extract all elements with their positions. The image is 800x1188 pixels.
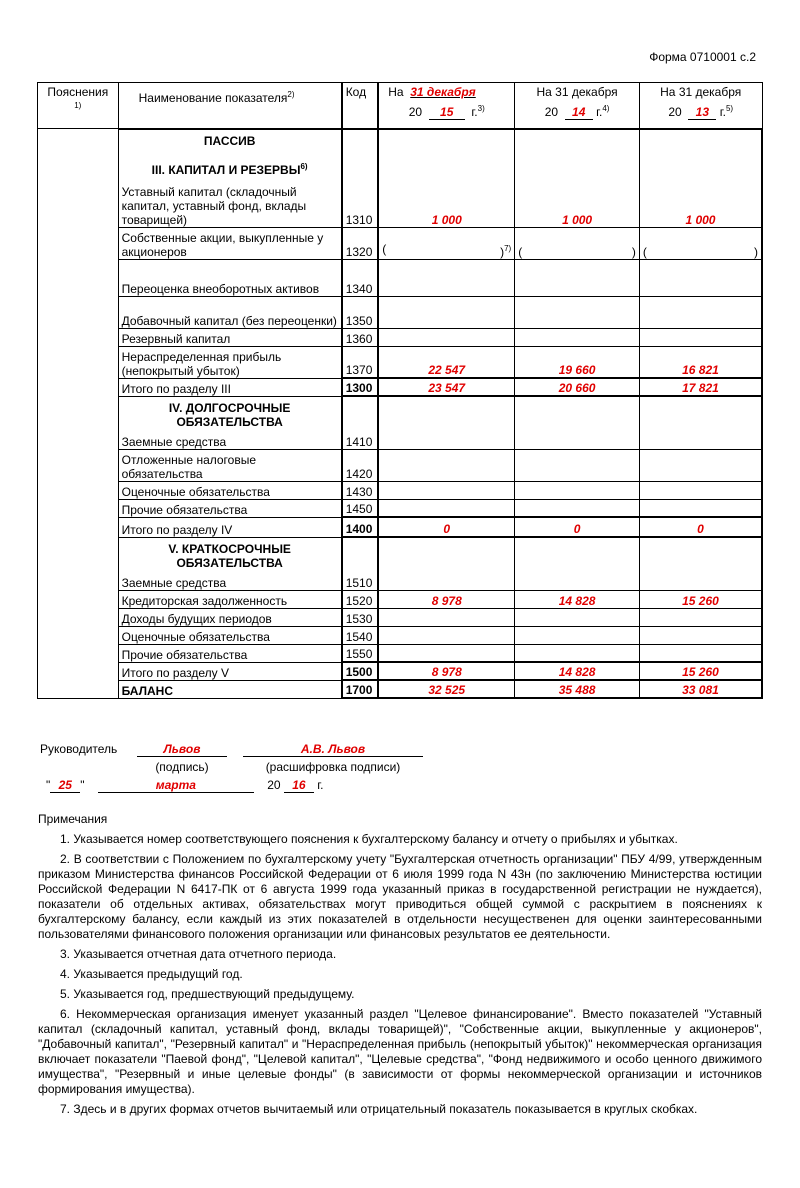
- note-7: 7. Здесь и в других формах отчетов вычитаемый или отрицательный показатель показывается в круглых скобках.: [60, 1102, 698, 1116]
- value-prev2: 0: [639, 517, 762, 537]
- row-code: 1370: [342, 346, 379, 378]
- row-name: Итого по разделу V: [118, 662, 342, 680]
- value-current: 1 000: [378, 129, 515, 228]
- row-code: 1520: [342, 590, 379, 608]
- value-current: [378, 328, 515, 346]
- value-previous: [515, 481, 640, 499]
- row-name: Кредиторская задолженность: [118, 590, 342, 608]
- row-name: Прочие обязательства: [118, 644, 342, 662]
- table-row: [38, 346, 763, 378]
- notes-column: [38, 129, 119, 699]
- value-previous: 35 488: [515, 680, 640, 698]
- header-previous-period: На 31 декабря 20 14 г.$^{4)}$: [515, 83, 640, 129]
- header-current-period: На 31 декабря 20 15 г.$^{3)}$: [378, 83, 515, 129]
- row-name: Нераспределенная прибыль (непокрытый убыток): [118, 346, 342, 378]
- section-passiv-heading: ПАССИВ: [203, 133, 256, 148]
- value-prev2: [639, 259, 762, 296]
- value-prev2: [639, 626, 762, 644]
- row-name: Переоценка внеоборотных активов: [118, 259, 342, 296]
- value-prev2: 15 260: [639, 662, 762, 680]
- notes-title: Примечания: [38, 812, 108, 826]
- date-line: " 25 " марта 20 16 г.: [46, 778, 324, 792]
- header-notes: Пояснения $^{1)}$: [38, 83, 119, 129]
- value-current: [378, 396, 515, 449]
- value-previous: [515, 396, 640, 449]
- value-previous: [515, 259, 640, 296]
- note-2: 2. В соответствии с Положением по бухгалтерскому учету "Бухгалтерская отчетность организации" ПБУ 4/99, утвержденным приказом Министерства финансов Российской Федерации от 6 июля 1999 года N 43н (по заключению Министерства юстиции Российской Федерации N 6417-ПК от 6 августа 1999 года указанный приказ в государственной регистрации не нуждается), показатели об отдельных активах, обязательствах могут приводиться общей суммой с раскрытием в пояснениях к бухгалтерскому балансу, если каждый из этих показателей в отдельности несущественен для оценки заинтересованными пользователями финансового положения организации или финансовых результатов ее деятельности.: [38, 852, 762, 941]
- note-4: 4. Указывается предыдущий год.: [60, 967, 243, 981]
- row-code: 1400: [342, 517, 379, 537]
- table-row: [38, 644, 763, 662]
- form-code: Форма 0710001 с.2: [649, 50, 756, 64]
- row-code: 1700: [342, 680, 379, 698]
- row-code: 1300: [342, 378, 379, 396]
- value-current: 0: [378, 517, 515, 537]
- note-6: 6. Некоммерческая организация именует указанный раздел "Целевое финансирование". Вместо показателей "Уставный капитал (складочный капитал, уставный фонд, вклады товарищей)", "Собственные акции, выкупленные у акционеров", "Добавочный капитал", "Резервный капитал" и "Нераспределенная прибыль (непокрытый убыток)" некоммерческая организация включает показатели "Паевой фонд", "Целевой капитал", "Целевые средства", "Фонд недвижимого и особо ценного движимого имущества", "Резервный и иные целевые фонды" (в зависимости от формы некоммерческой организации и источников формирования имущества).: [38, 1007, 762, 1096]
- row-code: 1320: [342, 227, 379, 259]
- value-current: 23 547: [378, 378, 515, 396]
- value-previous: 0: [515, 517, 640, 537]
- value-current: 22 547: [378, 346, 515, 378]
- value-previous: [515, 608, 640, 626]
- row-name: Добавочный капитал (без переоценки): [118, 296, 342, 328]
- table-row: [38, 626, 763, 644]
- row-code: 1500: [342, 662, 379, 680]
- header-prev2-period: На 31 декабря 20 13 г.$^{5)}$: [639, 83, 762, 129]
- value-prev2: [639, 644, 762, 662]
- value-prev2: 15 260: [639, 590, 762, 608]
- table-row: [38, 499, 763, 517]
- value-prev2: [639, 499, 762, 517]
- section-5-heading: V. КРАТКОСРОЧНЫЕ ОБЯЗАТЕЛЬСТВА: [168, 541, 291, 570]
- row-code: 1420: [342, 449, 379, 481]
- row-code: 1350: [342, 296, 379, 328]
- row-code: 1360: [342, 328, 379, 346]
- row-name: Отложенные налоговые обязательства: [118, 449, 342, 481]
- row-name: Прочие обязательства: [118, 499, 342, 517]
- table-row: [38, 296, 763, 328]
- note-5: 5. Указывается год, предшествующий предыдущему.: [60, 987, 355, 1001]
- row-code: 1410: [342, 396, 379, 449]
- value-previous: 19 660: [515, 346, 640, 378]
- row-name: Оценочные обязательства: [118, 626, 342, 644]
- table-row-total: [38, 662, 763, 680]
- row-code: 1530: [342, 608, 379, 626]
- value-current: 32 525: [378, 680, 515, 698]
- value-prev2: 33 081: [639, 680, 762, 698]
- value-prev2: [639, 396, 762, 449]
- note-1: 1. Указывается номер соответствующего пояснения к бухгалтерскому балансу и отчету о прибылях и убытках.: [60, 832, 678, 846]
- section-4-heading: IV. ДОЛГОСРОЧНЫЕ ОБЯЗАТЕЛЬСТВА: [168, 400, 291, 429]
- row-name: ПАССИВ III. КАПИТАЛ И РЕЗЕРВЫ$^{6)}$ Уставный капитал (складочный капитал, уставный фонд, вклады товарищей): [118, 129, 342, 228]
- table-row: [38, 328, 763, 346]
- signature-field: Львов (подпись): [137, 742, 227, 774]
- date-year: 16: [284, 778, 314, 793]
- value-previous: 20 660: [515, 378, 640, 396]
- table-row: [38, 449, 763, 481]
- header-code: Код: [342, 83, 379, 129]
- date-day: 25: [50, 778, 80, 793]
- row-code: 1450: [342, 499, 379, 517]
- value-current: [378, 259, 515, 296]
- row-name: БАЛАНС: [118, 680, 342, 698]
- value-previous: [515, 328, 640, 346]
- value-previous: ( ): [515, 227, 640, 259]
- row-code: 1310: [342, 129, 379, 228]
- value-previous: [515, 626, 640, 644]
- section-3-heading: III. КАПИТАЛ И РЕЗЕРВЫ$^{6)}$: [151, 161, 308, 177]
- table-row-total: [38, 517, 763, 537]
- balance-table: [37, 82, 763, 699]
- notes-block: [38, 812, 762, 1122]
- value-current: [378, 626, 515, 644]
- value-prev2: [639, 481, 762, 499]
- row-code: 1550: [342, 644, 379, 662]
- value-previous: 1 000: [515, 129, 640, 228]
- table-row: [38, 227, 763, 259]
- row-name: Доходы будущих периодов: [118, 608, 342, 626]
- value-previous: 14 828: [515, 662, 640, 680]
- value-previous: 14 828: [515, 590, 640, 608]
- value-current: ( )$^{7)}$: [378, 227, 515, 259]
- table-header-row: [38, 83, 763, 129]
- row-name: Резервный капитал: [118, 328, 342, 346]
- value-previous: [515, 499, 640, 517]
- value-previous: [515, 449, 640, 481]
- value-current: 8 978: [378, 590, 515, 608]
- table-row-total: [38, 378, 763, 396]
- table-row: [38, 537, 763, 590]
- value-prev2: [639, 449, 762, 481]
- table-row: [38, 590, 763, 608]
- value-current: [378, 499, 515, 517]
- row-name: Собственные акции, выкупленные у акционеров: [118, 227, 342, 259]
- value-prev2: 1 000: [639, 129, 762, 228]
- head-label: Руководитель: [40, 742, 118, 756]
- row-code: 1510: [342, 537, 379, 590]
- value-prev2: 17 821: [639, 378, 762, 396]
- value-prev2: [639, 537, 762, 590]
- value-prev2: [639, 296, 762, 328]
- value-prev2: [639, 328, 762, 346]
- table-row: [38, 259, 763, 296]
- row-name: IV. ДОЛГОСРОЧНЫЕ ОБЯЗАТЕЛЬСТВА Заемные средства: [118, 396, 342, 449]
- value-prev2: ( ): [639, 227, 762, 259]
- value-current: [378, 608, 515, 626]
- row-code: 1340: [342, 259, 379, 296]
- note-3: 3. Указывается отчетная дата отчетного периода.: [60, 947, 337, 961]
- value-previous: [515, 537, 640, 590]
- date-month: марта: [98, 778, 254, 793]
- value-current: [378, 481, 515, 499]
- row-code: 1540: [342, 626, 379, 644]
- table-row: [38, 129, 763, 228]
- value-current: [378, 537, 515, 590]
- table-row: [38, 608, 763, 626]
- table-row: [38, 481, 763, 499]
- table-row: [38, 396, 763, 449]
- value-current: [378, 644, 515, 662]
- signature-decode-field: А.В. Львов (расшифровка подписи): [243, 742, 423, 774]
- row-name: Оценочные обязательства: [118, 481, 342, 499]
- row-code: 1430: [342, 481, 379, 499]
- value-current: [378, 296, 515, 328]
- table-row-balance: [38, 680, 763, 698]
- row-name: Итого по разделу IV: [118, 517, 342, 537]
- value-previous: [515, 296, 640, 328]
- value-prev2: 16 821: [639, 346, 762, 378]
- row-name: V. КРАТКОСРОЧНЫЕ ОБЯЗАТЕЛЬСТВА Заемные средства: [118, 537, 342, 590]
- value-current: 8 978: [378, 662, 515, 680]
- value-current: [378, 449, 515, 481]
- header-name: Наименование показателя$^{2)}$: [118, 83, 342, 129]
- value-prev2: [639, 608, 762, 626]
- value-previous: [515, 644, 640, 662]
- row-name: Итого по разделу III: [118, 378, 342, 396]
